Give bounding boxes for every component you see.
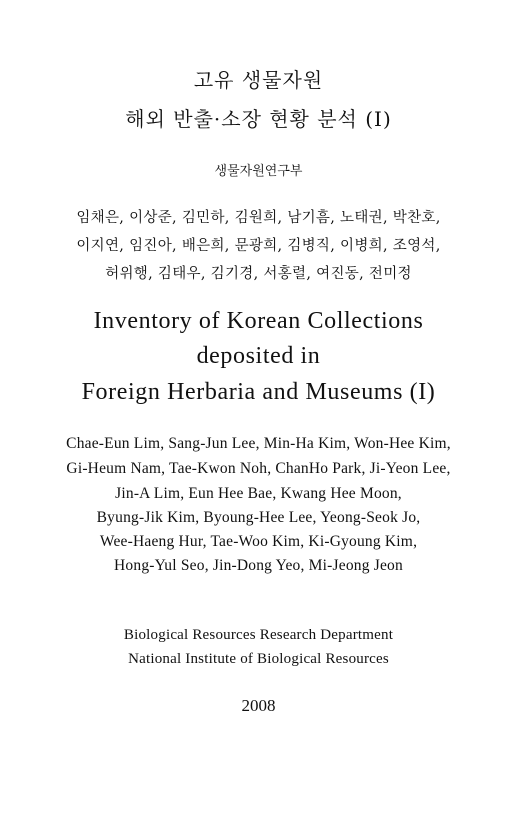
publication-year: 2008 — [241, 696, 276, 715]
english-title-line-3: Foreign Herbaria and Museums (I) — [81, 379, 436, 405]
korean-title-line-1: 고유 생물자원 — [193, 68, 324, 92]
english-authors-line-1: Chae-Eun Lim, Sang-Jun Lee, Min-Ha Kim, Won-Hee Kim, — [66, 435, 451, 452]
english-title-line-2: deposited in — [196, 343, 321, 369]
english-department-line-1: Biological Resources Research Department — [123, 627, 394, 643]
english-department-line-2: National Institute of Biological Resources — [128, 651, 389, 667]
korean-authors-line-3: 허위행, 김태우, 김기경, 서홍렬, 여진동, 전미정 — [105, 266, 412, 282]
korean-department: 생물자원연구부 — [214, 164, 303, 179]
english-authors-line-5: Wee-Haeng Hur, Tae-Woo Kim, Ki-Gyoung Kim, — [99, 533, 418, 550]
korean-authors-line-2: 이지연, 임진아, 배은희, 문광희, 김병직, 이병희, 조영석, — [76, 238, 441, 254]
english-authors-line-6: Hong-Yul Seo, Jin-Dong Yeo, Mi-Jeong Jeon — [114, 557, 403, 574]
english-authors-line-3: Jin-A Lim, Eun Hee Bae, Kwang Hee Moon, — [115, 485, 402, 502]
english-authors-line-2: Gi-Heum Nam, Tae-Kwon Noh, ChanHo Park, Ji-Yeon Lee, — [66, 460, 451, 477]
english-authors-line-4: Byung-Jik Kim, Byoung-Hee Lee, Yeong-Seok Jo, — [96, 509, 421, 526]
english-title-line-1: Inventory of Korean Collections — [93, 308, 424, 334]
korean-authors-line-1: 임채은, 이상준, 김민하, 김원희, 남기흠, 노태권, 박찬호, — [76, 210, 441, 226]
korean-title-line-2: 해외 반출·소장 현황 분석 (I) — [125, 107, 392, 131]
